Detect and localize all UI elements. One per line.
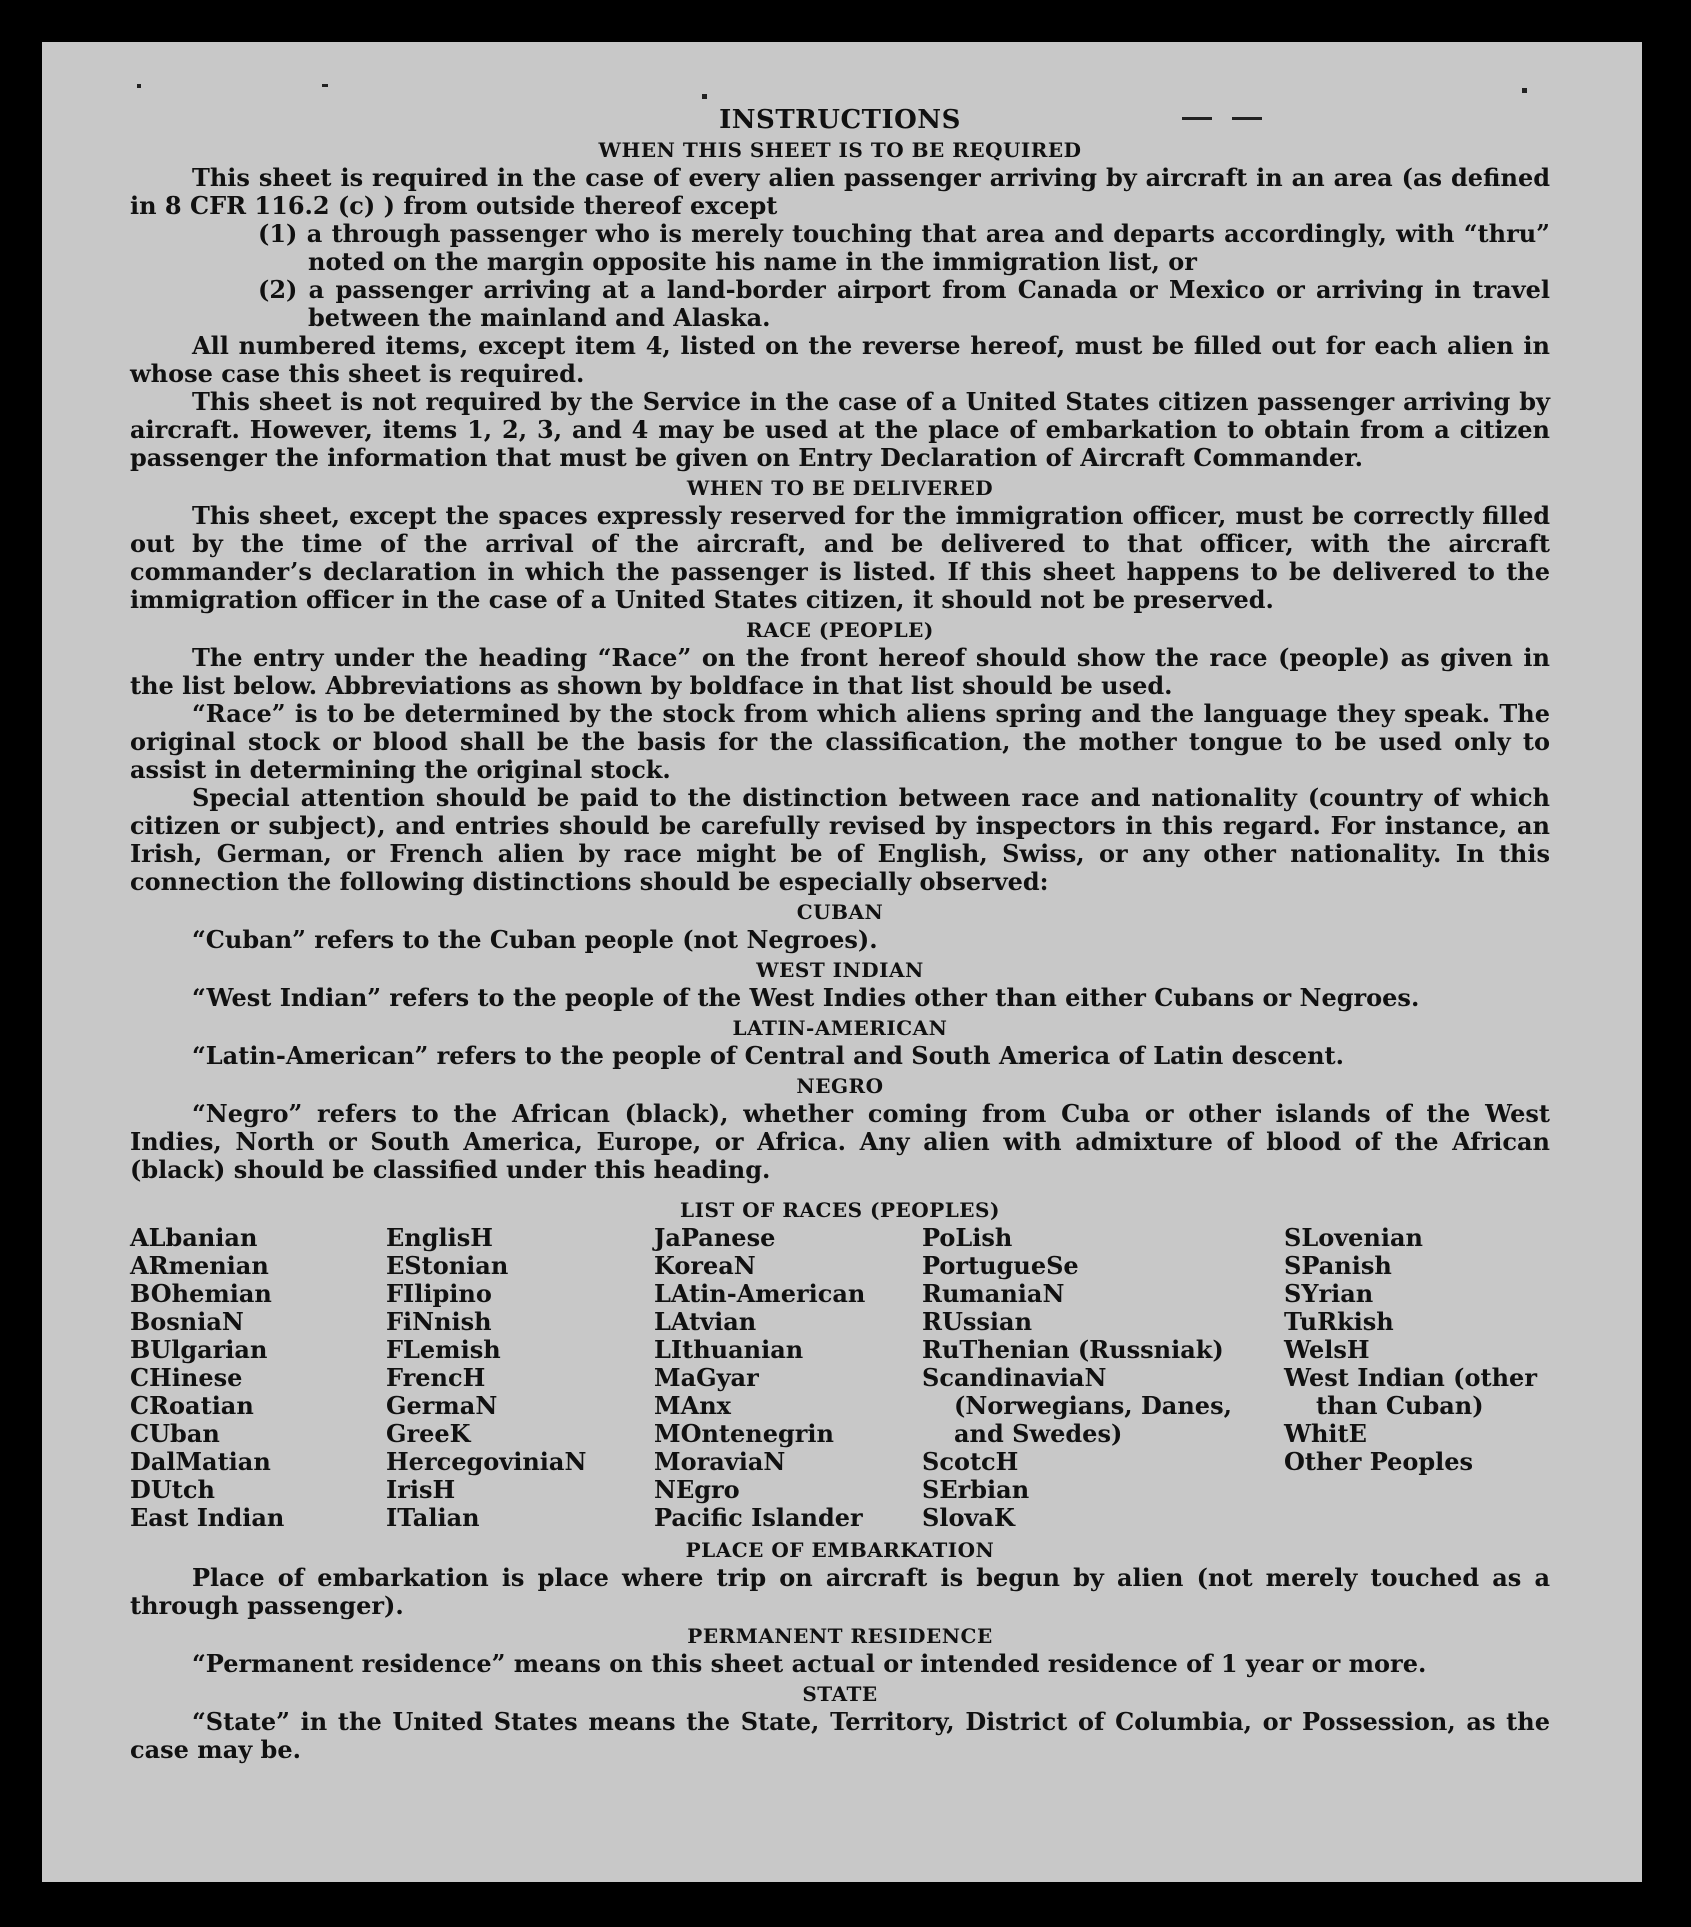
race-entry: IrisH [386, 1475, 456, 1504]
race-entry: RumaniaN [922, 1279, 1065, 1308]
race-entry: CRoatian [130, 1391, 254, 1420]
race-entry: HercegoviniaN [386, 1447, 587, 1476]
races-list [130, 1224, 1550, 1532]
exception-item: (2) a passenger arriving at a land-border airport from Canada or Mexico or arriving in travel between the mainland and Alaska. [258, 275, 1550, 332]
race-entry: KoreaN [654, 1251, 756, 1280]
section-heading: CUBAN [796, 900, 884, 924]
race-entry: FLemish [386, 1335, 501, 1364]
section-heading: WHEN TO BE DELIVERED [686, 476, 994, 500]
document-sheet [42, 42, 1642, 1882]
section-heading: LATIN-AMERICAN [732, 1016, 948, 1040]
race-entry: EnglisH [386, 1223, 493, 1252]
paragraph: This sheet is not required by the Service in the case of a United States citizen passenger arriving by aircraft. However, items 1, 2, 3, and 4 may be used at the place of embarkation to obtain from a citizen passenger the information that must be given on Entry Declaration of Aircraft Commander. [130, 387, 1550, 472]
section-heading: RACE (PEOPLE) [746, 618, 934, 642]
race-entry: BosniaN [130, 1307, 244, 1336]
race-entry: MAnx [654, 1391, 731, 1420]
ink-speck [137, 84, 141, 88]
race-entry: ALbanian [130, 1223, 258, 1252]
race-entry: SLovenian [1284, 1223, 1423, 1252]
race-entry: CUban [130, 1419, 220, 1448]
race-entry: TuRkish [1284, 1307, 1394, 1336]
race-entry: EStonian [386, 1251, 509, 1280]
race-entry: SErbian [922, 1475, 1030, 1504]
paragraph: All numbered items, except item 4, listed on the reverse hereof, must be filled out for each alien in whose case this sheet is required. [130, 331, 1550, 388]
race-entry: SYrian [1284, 1279, 1374, 1308]
race-entry: LAtvian [654, 1307, 757, 1336]
race-entry: FIlipino [386, 1279, 492, 1308]
race-entry: PoLish [922, 1223, 1013, 1252]
races-column [386, 1224, 654, 1532]
race-entry: GermaN [386, 1391, 498, 1420]
race-entry: ScandinaviaN (Norwegians, Danes, and Swedes) [922, 1363, 1232, 1448]
race-entry: Other Peoples [1284, 1447, 1474, 1476]
race-entry: ScotcH [922, 1447, 1019, 1476]
ink-speck [322, 84, 328, 87]
races-column [654, 1224, 922, 1532]
race-entry: LIthuanian [654, 1335, 804, 1364]
race-entry: East Indian [130, 1503, 285, 1532]
race-entry: NEgro [654, 1475, 740, 1504]
race-entry: Pacific Islander [654, 1503, 863, 1532]
paragraph: This sheet, except the spaces expressly reserved for the immigration officer, must be correctly filled out by the time of the arrival of the aircraft, and be delivered to that officer, with the aircraft commander’s declaration in which the passenger is listed. If this sheet happens to be delivered to the immigration officer in the case of a United States citizen, it should not be preserved. [130, 501, 1550, 614]
race-entry: SPanish [1284, 1251, 1392, 1280]
section-heading: STATE [802, 1682, 878, 1706]
race-entry: West Indian (other than Cuban) [1284, 1363, 1537, 1420]
race-entry: ITalian [386, 1503, 480, 1532]
paragraph: “Latin-American” refers to the people of Central and South America of Latin descent. [192, 1041, 1344, 1070]
paragraph: Place of embarkation is place where trip on aircraft is begun by alien (not merely touched as a through passenger). [130, 1563, 1550, 1620]
section-heading: WHEN THIS SHEET IS TO BE REQUIRED [598, 138, 1082, 162]
race-entry: WelsH [1284, 1335, 1370, 1364]
race-entry: MOntenegrin [654, 1419, 834, 1448]
paragraph: “Permanent residence” means on this sheet actual or intended residence of 1 year or more. [192, 1649, 1427, 1678]
paragraph: Special attention should be paid to the distinction between race and nationality (country of which citizen or subject), and entries should be carefully revised by inspectors in this regard. For instance, an Irish, German, or French alien by race might be of English, Swiss, or any other nationality. In this connection the following distinctions should be especially observed: [130, 783, 1550, 896]
race-entry: WhitE [1284, 1419, 1367, 1448]
races-column [130, 1224, 386, 1532]
section-heading: LIST OF RACES (PEOPLES) [680, 1198, 1000, 1222]
paragraph: “Negro” refers to the African (black), whether coming from Cuba or other islands of the West Indies, North or South America, Europe, or Africa. Any alien with admixture of blood of the African (black) should be classified under this heading. [130, 1099, 1550, 1184]
ink-speck [702, 94, 707, 99]
race-entry: PortugueSe [922, 1251, 1079, 1280]
paragraph: The entry under the heading “Race” on the front hereof should show the race (people) as given in the list below. Abbreviations as shown by boldface in that list should be used. [130, 643, 1550, 700]
race-entry: FrencH [386, 1363, 486, 1392]
section-heading: WEST INDIAN [756, 958, 924, 982]
paragraph: This sheet is required in the case of every alien passenger arriving by aircraft in an area (as defined in 8 CFR 116.2 (c) ) from outside thereof except [130, 163, 1550, 220]
race-entry: BUlgarian [130, 1335, 268, 1364]
race-entry: RuThenian (Russniak) [922, 1335, 1224, 1364]
race-entry: DUtch [130, 1475, 215, 1504]
race-entry: JaPanese [654, 1223, 776, 1252]
race-entry: DalMatian [130, 1447, 271, 1476]
paragraph: “Cuban” refers to the Cuban people (not Negroes). [192, 925, 878, 954]
exception-item: (1) a through passenger who is merely touching that area and departs accordingly, with “thru” noted on the margin opposite his name in the immigration list, or [258, 219, 1550, 276]
race-entry: RUssian [922, 1307, 1033, 1336]
race-entry: SlovaK [922, 1503, 1015, 1532]
instructions-body [130, 106, 1550, 1764]
race-entry: CHinese [130, 1363, 243, 1392]
races-column [1284, 1224, 1550, 1532]
race-entry: FiNnish [386, 1307, 492, 1336]
race-entry: MoraviaN [654, 1447, 786, 1476]
race-entry: ARmenian [130, 1251, 269, 1280]
section-heading: PLACE OF EMBARKATION [685, 1538, 995, 1562]
ink-speck [1522, 88, 1527, 93]
paragraph: “Race” is to be determined by the stock from which aliens spring and the language they speak. The original stock or blood shall be the basis for the classification, the mother tongue to be used only to assist in determining the original stock. [130, 699, 1550, 784]
races-column [922, 1224, 1284, 1532]
race-entry: MaGyar [654, 1363, 759, 1392]
race-entry: BOhemian [130, 1279, 272, 1308]
page-title: INSTRUCTIONS [719, 105, 961, 135]
section-heading: NEGRO [796, 1074, 884, 1098]
race-entry: LAtin-American [654, 1279, 866, 1308]
paragraph: “West Indian” refers to the people of the West Indies other than either Cubans or Negroes. [192, 983, 1420, 1012]
paragraph: “State” in the United States means the State, Territory, District of Columbia, or Possession, as the case may be. [130, 1707, 1550, 1764]
race-entry: GreeK [386, 1419, 471, 1448]
section-heading: PERMANENT RESIDENCE [687, 1624, 993, 1648]
